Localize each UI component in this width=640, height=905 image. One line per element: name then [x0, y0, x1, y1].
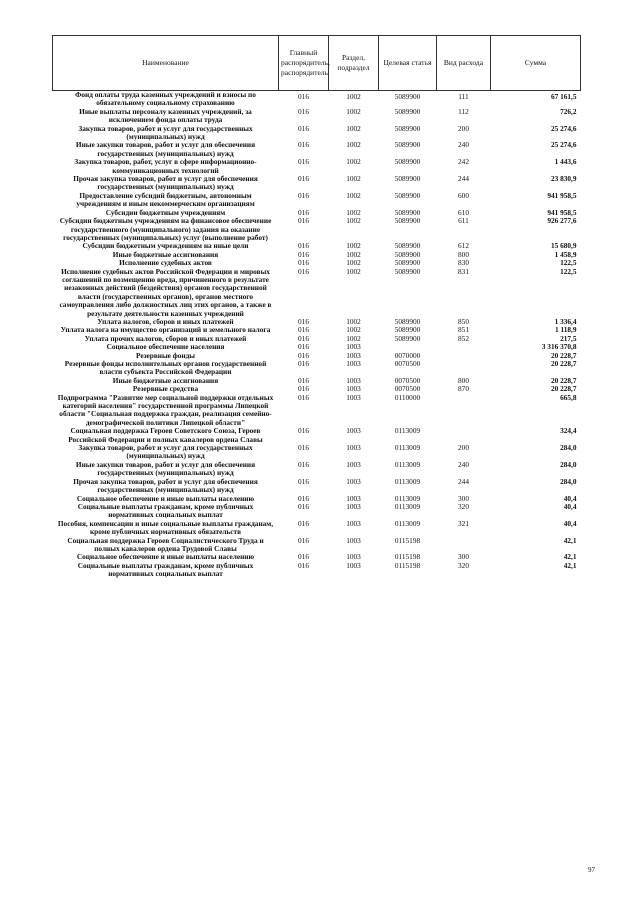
- row-section: 1002: [346, 106, 361, 116]
- row-expense: 240: [458, 459, 469, 469]
- table-row: [53, 343, 581, 351]
- row-section: 1003: [346, 392, 361, 402]
- table-row: [53, 394, 581, 428]
- row-admin: 016: [298, 123, 309, 133]
- budget-table: [52, 35, 581, 579]
- row-admin: 016: [298, 316, 309, 326]
- row-target: 0070500: [394, 375, 421, 385]
- row-target: 0070500: [394, 359, 421, 368]
- row-amount: 941 958,5: [547, 207, 577, 217]
- row-name: Исполнение судебных актов Российской Федерации и мировых соглашений по возмещению вреда, причиненного в результате незаконных действий (бездействия) органов государственной власти (государственных органов), органов местного самоуправления либо должностных лиц этих органов, а также в результате деятельности казенных учреждений: [59, 266, 272, 318]
- row-expense: 800: [458, 249, 469, 259]
- row-name: Закупка товаров, работ и услуг для государственных (муниципальных) нужд: [78, 123, 253, 142]
- row-amount: 926 277,6: [547, 216, 577, 226]
- header-target: Целевая статья: [379, 36, 437, 91]
- row-target: 0113009: [394, 518, 421, 528]
- row-section: 1003: [346, 459, 361, 469]
- row-section: 1002: [346, 207, 361, 217]
- row-target: 5089900: [394, 174, 421, 184]
- row-expense: 800: [458, 375, 469, 385]
- row-admin: 016: [298, 342, 309, 352]
- row-section: 1003: [346, 375, 361, 385]
- table-row: [53, 461, 581, 478]
- row-expense: 852: [458, 333, 469, 343]
- row-name: Социальная поддержка Героев Советского Союза, Героев Российской Федерации и полных кавалеров ордена Славы: [68, 426, 263, 444]
- row-name: Закупка товаров, работ, услуг в сфере информационно-коммуникационных технологий: [74, 157, 257, 175]
- row-amount: 40,4: [563, 518, 577, 528]
- row-admin: 016: [298, 375, 309, 385]
- row-admin: 016: [298, 476, 309, 486]
- header-section: Раздел, подраздел: [329, 36, 379, 91]
- row-name: Фонд оплаты труда казенных учреждений и взносы по обязательному социальному страхованию: [75, 90, 256, 108]
- row-amount: 122,5: [560, 258, 577, 268]
- row-expense: 300: [458, 552, 469, 562]
- table-row: [53, 175, 581, 192]
- row-name: Субсидии бюджетным учреждениям на финансовое обеспечение государственного (муниципального) задания на оказание государственных (муниципальных) услуг (выполнение работ): [59, 216, 272, 242]
- row-target: 5089900: [394, 190, 421, 200]
- row-expense: [437, 360, 491, 377]
- row-target: 0115198: [394, 535, 421, 545]
- row-target: 0070000: [394, 350, 421, 360]
- table-row: [53, 503, 581, 520]
- table-row: [53, 91, 581, 108]
- row-admin: 016: [298, 459, 309, 469]
- header-amount: Сумма: [491, 36, 581, 91]
- row-expense: 600: [458, 190, 469, 200]
- row-amount: 25 274,6: [550, 123, 577, 133]
- row-amount: 3 316 370,8: [541, 342, 577, 352]
- row-section: 1003: [346, 384, 361, 394]
- row-section: 1003: [346, 426, 361, 436]
- row-target: 5089900: [394, 249, 421, 259]
- row-section: 1002: [346, 325, 361, 335]
- row-target: 0115198: [394, 552, 421, 562]
- row-expense: 612: [458, 241, 469, 251]
- row-admin: 016: [298, 190, 309, 200]
- row-target: 0113009: [394, 476, 421, 486]
- row-admin: 016: [298, 157, 309, 167]
- row-section: 1003: [346, 476, 361, 486]
- row-admin: 016: [298, 106, 309, 116]
- row-admin: 016: [298, 384, 309, 394]
- row-admin: 016: [298, 552, 309, 562]
- row-name: Субсидии бюджетным учреждениям: [105, 207, 226, 217]
- row-target: 5089900: [394, 266, 421, 276]
- row-expense: 242: [458, 157, 469, 167]
- row-section: 1002: [346, 249, 361, 259]
- row-name: Социальное обеспечение и иные выплаты населению: [76, 493, 255, 503]
- row-admin: 016: [298, 493, 309, 503]
- row-amount: 324,4: [560, 426, 577, 436]
- row-section: 1003: [346, 359, 361, 368]
- row-amount: 40,4: [563, 493, 577, 503]
- row-name: Субсидии бюджетным учреждениям на иные цели: [82, 241, 249, 251]
- table-row: [53, 158, 581, 175]
- row-admin: 016: [298, 207, 309, 217]
- row-expense: [437, 343, 491, 351]
- row-target: 5089900: [394, 325, 421, 335]
- row-amount: 122,5: [560, 266, 577, 276]
- row-admin: 016: [298, 535, 309, 545]
- row-amount: 23 830,9: [550, 174, 577, 184]
- row-section: 1002: [346, 174, 361, 184]
- table-row: [53, 125, 581, 142]
- row-name: Социальные выплаты гражданам, кроме публичных нормативных социальных выплат: [77, 560, 254, 579]
- row-amount: 726,2: [560, 106, 577, 116]
- row-amount: 1 118,9: [555, 325, 577, 335]
- row-expense: [437, 352, 491, 360]
- row-amount: 284,0: [560, 443, 577, 453]
- row-admin: 016: [298, 518, 309, 528]
- table-row: [53, 141, 581, 158]
- table-header-row: [53, 36, 581, 91]
- row-target: 5089900: [394, 92, 421, 101]
- row-name: Иные закупки товаров, работ и услуг для обеспечения государственных (муниципальных) нужд: [75, 459, 256, 478]
- table-row: [53, 427, 581, 444]
- row-amount: 42,1: [563, 535, 577, 545]
- row-amount: 15 680,9: [550, 241, 577, 251]
- table-row: [53, 108, 581, 125]
- table-row: [53, 217, 581, 242]
- row-expense: 850: [458, 316, 469, 326]
- row-amount: 284,0: [560, 476, 577, 486]
- row-section: 1003: [346, 443, 361, 453]
- header-expense: Вид расхода: [437, 36, 491, 91]
- table-row: [53, 444, 581, 461]
- row-name: Иные выплаты персоналу казенных учреждений, за исключением фонда оплаты труда: [79, 106, 252, 125]
- row-section: 1002: [346, 190, 361, 200]
- row-section: 1002: [346, 123, 361, 133]
- table-body: [53, 91, 581, 579]
- row-admin: 016: [298, 325, 309, 335]
- row-expense: 244: [458, 476, 469, 486]
- row-target: 0113009: [394, 493, 421, 503]
- row-admin: 016: [298, 92, 309, 101]
- row-expense: 200: [458, 123, 469, 133]
- row-expense: 830: [458, 258, 469, 268]
- row-amount: 1 443,6: [554, 157, 577, 167]
- row-name: Закупка товаров, работ и услуг для государственных (муниципальных) нужд: [78, 443, 253, 461]
- table-row: [53, 562, 581, 579]
- row-target: 0113009: [394, 426, 421, 436]
- row-section: 1003: [346, 342, 361, 352]
- header-admin: Главный распорядитель, распорядитель: [279, 36, 329, 91]
- row-target: 5089900: [394, 207, 421, 217]
- row-expense: [437, 537, 491, 554]
- row-target: 5089900: [394, 157, 421, 167]
- row-section: 1003: [346, 535, 361, 545]
- table-row: [53, 192, 581, 209]
- row-section: 1002: [346, 140, 361, 150]
- row-expense: 320: [458, 501, 469, 511]
- row-name: Подпрограмма "Развитие мер социальной поддержки отдельных категорий населения" государственной программы Липецкой области "Социальная поддержка граждан, реализация семейно-демографической политики Липецкой области": [57, 392, 274, 427]
- row-target: 5089900: [394, 258, 421, 268]
- row-target: 5089900: [394, 216, 421, 226]
- row-expense: 300: [458, 493, 469, 503]
- table-row: [53, 520, 581, 537]
- row-target: 5089900: [394, 241, 421, 251]
- row-amount: 1 458,9: [554, 249, 577, 259]
- row-expense: 320: [458, 560, 469, 570]
- row-admin: 016: [298, 249, 309, 259]
- row-target: 0113009: [394, 443, 421, 453]
- row-amount: 25 274,6: [550, 140, 577, 150]
- row-target: 0113009: [394, 459, 421, 469]
- row-expense: 321: [458, 518, 469, 528]
- row-section: 1002: [346, 333, 361, 343]
- row-target: 5089900: [394, 333, 421, 343]
- row-section: 1003: [346, 560, 361, 570]
- row-name: Уплата прочих налогов, сборов и иных платежей: [84, 333, 247, 343]
- page-number: 97: [588, 866, 595, 874]
- row-expense: 611: [458, 216, 469, 226]
- row-admin: 016: [298, 333, 309, 343]
- row-name: Иные бюджетные ассигнования: [112, 249, 219, 259]
- row-expense: 244: [458, 174, 469, 184]
- row-name: Прочая закупка товаров, работ и услуг для обеспечения государственных (муниципальных) нужд: [73, 174, 258, 192]
- table-row: [53, 377, 581, 385]
- row-name: Резервные средства: [132, 384, 199, 394]
- row-target: 0110000: [394, 392, 421, 402]
- row-amount: 20 228,7: [550, 375, 577, 385]
- row-amount: 217,5: [560, 333, 577, 343]
- row-expense: [437, 427, 491, 444]
- row-admin: 016: [298, 392, 309, 402]
- row-admin: 016: [298, 426, 309, 436]
- row-admin: 016: [298, 241, 309, 251]
- row-target: 5089900: [394, 106, 421, 116]
- row-expense: 831: [458, 266, 469, 276]
- row-admin: 016: [298, 216, 309, 226]
- row-section: 1002: [346, 216, 361, 226]
- row-amount: 20 228,7: [550, 384, 577, 394]
- row-name: Иные закупки товаров, работ и услуг для обеспечения государственных (муниципальных) нужд: [75, 140, 256, 158]
- row-amount: 1 336,4: [554, 316, 577, 326]
- row-admin: 016: [298, 140, 309, 150]
- row-target: 0115198: [394, 560, 421, 570]
- row-section: 1003: [346, 501, 361, 511]
- row-section: 1003: [346, 552, 361, 562]
- row-expense: 870: [458, 384, 469, 394]
- row-name: Резервные фонды исполнительных органов государственной власти субъекта Российской Федерации: [64, 359, 267, 377]
- row-amount: 20 228,7: [550, 359, 577, 368]
- row-name: Прочая закупка товаров, работ и услуг для обеспечения государственных (муниципальных) нужд: [73, 476, 258, 495]
- table-row: [53, 268, 581, 318]
- row-section: 1002: [346, 316, 361, 326]
- row-admin: 016: [298, 266, 309, 276]
- row-admin: 016: [298, 174, 309, 184]
- row-name: Социальная поддержка Героев Социалистического Труда и полных кавалеров ордена Трудовой Славы: [67, 535, 264, 553]
- row-admin: 016: [298, 560, 309, 570]
- row-section: 1003: [346, 493, 361, 503]
- row-section: 1003: [346, 350, 361, 360]
- row-expense: [437, 394, 491, 428]
- row-name: Социальное обеспечение и иные выплаты населению: [76, 552, 255, 562]
- row-section: 1002: [346, 157, 361, 167]
- row-admin: 016: [298, 350, 309, 360]
- row-amount: 42,1: [563, 552, 577, 562]
- row-name: Иные бюджетные ассигнования: [112, 375, 219, 385]
- row-target: 0113009: [394, 501, 421, 511]
- row-admin: 016: [298, 258, 309, 268]
- table-row: [53, 360, 581, 377]
- row-section: 1003: [346, 518, 361, 528]
- row-section: 1002: [346, 266, 361, 276]
- row-target: 5089900: [394, 123, 421, 133]
- row-expense: 240: [458, 140, 469, 150]
- row-amount: 20 228,7: [550, 350, 577, 360]
- header-name: Наименование: [53, 36, 279, 91]
- row-target: 5089900: [394, 316, 421, 326]
- row-name: Социальное обеспечение населения: [106, 342, 225, 352]
- row-amount: 941 958,5: [547, 190, 577, 200]
- row-name: Исполнение судебных актов: [119, 258, 212, 268]
- row-amount: 67 161,5: [550, 92, 577, 101]
- row-expense: 200: [458, 443, 469, 453]
- row-target: 0070500: [394, 384, 421, 394]
- row-expense: 111: [458, 92, 469, 101]
- row-name: Социальные выплаты гражданам, кроме публичных нормативных социальных выплат: [77, 501, 254, 520]
- row-name: Уплата налога на имущество организаций и земельного налога: [60, 325, 271, 335]
- row-amount: 284,0: [560, 459, 577, 469]
- row-expense: 610: [458, 207, 469, 217]
- row-expense: 112: [458, 106, 469, 116]
- row-section: 1002: [346, 241, 361, 251]
- row-amount: 40,4: [563, 501, 577, 511]
- row-amount: 665,8: [560, 392, 577, 402]
- row-admin: 016: [298, 359, 309, 368]
- row-name: Уплата налогов, сборов и иных платежей: [97, 316, 234, 326]
- row-section: 1002: [346, 92, 361, 101]
- row-amount: 42,1: [563, 560, 577, 570]
- row-expense: 851: [458, 325, 469, 335]
- row-name: Пособия, компенсации и иные социальные выплаты гражданам, кроме публичных нормативных обязательств: [57, 518, 274, 537]
- row-name: Резервные фонды: [135, 350, 196, 360]
- row-admin: 016: [298, 443, 309, 453]
- row-name: Предоставление субсидий бюджетным, автономным учреждениям и иным некоммерческим организациям: [76, 190, 255, 209]
- row-section: 1002: [346, 258, 361, 268]
- row-admin: 016: [298, 501, 309, 511]
- row-target: 5089900: [394, 140, 421, 150]
- table-row: [53, 537, 581, 554]
- table-row: [53, 478, 581, 495]
